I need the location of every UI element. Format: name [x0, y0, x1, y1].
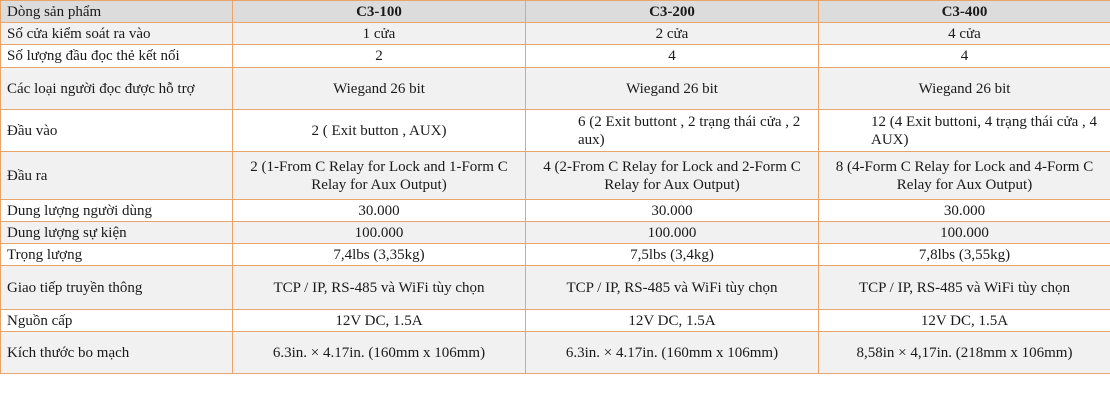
row-label: Dung lượng sự kiện [1, 222, 233, 244]
cell-c3-200: 6 (2 Exit buttont , 2 trạng thái cửa , 2 aux) [526, 110, 819, 152]
row-label: Dung lượng người dùng [1, 200, 233, 222]
header-row [1, 1, 1110, 23]
cell-c3-200: 12V DC, 1.5A [526, 310, 819, 332]
table-row [1, 244, 1110, 266]
cell-c3-400: 30.000 [819, 200, 1110, 222]
cell-c3-400: TCP / IP, RS-485 và WiFi tùy chọn [819, 266, 1110, 310]
cell-c3-100: TCP / IP, RS-485 và WiFi tùy chọn [233, 266, 526, 310]
cell-c3-200: TCP / IP, RS-485 và WiFi tùy chọn [526, 266, 819, 310]
table-row [1, 45, 1110, 68]
table-row [1, 310, 1110, 332]
cell-c3-100: 100.000 [233, 222, 526, 244]
row-label: Kích thước bo mạch [1, 332, 233, 374]
cell-c3-400: 7,8lbs (3,55kg) [819, 244, 1110, 266]
cell-c3-400: 4 cửa [819, 23, 1110, 45]
cell-c3-200: 7,5lbs (3,4kg) [526, 244, 819, 266]
table-row [1, 266, 1110, 310]
cell-c3-400: 8 (4-Form C Relay for Lock and 4-Form C Relay for Aux Output) [819, 152, 1110, 200]
header-c3-400: C3-400 [819, 1, 1110, 23]
cell-c3-200: 4 [526, 45, 819, 68]
cell-c3-100: 2 ( Exit button , AUX) [233, 110, 526, 152]
cell-c3-100: 12V DC, 1.5A [233, 310, 526, 332]
cell-c3-400: 4 [819, 45, 1110, 68]
cell-c3-200: 100.000 [526, 222, 819, 244]
table-row [1, 152, 1110, 200]
cell-c3-100: 7,4lbs (3,35kg) [233, 244, 526, 266]
cell-c3-100: 6.3in. × 4.17in. (160mm x 106mm) [233, 332, 526, 374]
cell-c3-100: Wiegand 26 bit [233, 68, 526, 110]
table-row [1, 110, 1110, 152]
row-label: Nguồn cấp [1, 310, 233, 332]
cell-c3-400: 12V DC, 1.5A [819, 310, 1110, 332]
cell-c3-400: 100.000 [819, 222, 1110, 244]
cell-c3-200: 2 cửa [526, 23, 819, 45]
header-product-line: Dòng sản phẩm [1, 1, 233, 23]
row-label: Số cửa kiểm soát ra vào [1, 23, 233, 45]
header-c3-100: C3-100 [233, 1, 526, 23]
cell-c3-400: Wiegand 26 bit [819, 68, 1110, 110]
cell-c3-400: 12 (4 Exit buttoni, 4 trạng thái cửa , 4 AUX) [819, 110, 1110, 152]
cell-c3-200: 4 (2-From C Relay for Lock and 2-Form C Relay for Aux Output) [526, 152, 819, 200]
cell-c3-100: 2 [233, 45, 526, 68]
row-label: Đầu ra [1, 152, 233, 200]
table-row [1, 332, 1110, 374]
cell-c3-100: 1 cửa [233, 23, 526, 45]
cell-c3-200: 30.000 [526, 200, 819, 222]
table-row [1, 23, 1110, 45]
row-label: Các loại người đọc được hỗ trợ [1, 68, 233, 110]
table-row [1, 222, 1110, 244]
cell-c3-100: 30.000 [233, 200, 526, 222]
row-label: Số lượng đầu đọc thẻ kết nối [1, 45, 233, 68]
cell-c3-200: 6.3in. × 4.17in. (160mm x 106mm) [526, 332, 819, 374]
row-label: Trọng lượng [1, 244, 233, 266]
cell-c3-200: Wiegand 26 bit [526, 68, 819, 110]
cell-c3-400: 8,58in × 4,17in. (218mm x 106mm) [819, 332, 1110, 374]
row-label: Giao tiếp truyền thông [1, 266, 233, 310]
table-row [1, 200, 1110, 222]
row-label: Đầu vào [1, 110, 233, 152]
header-c3-200: C3-200 [526, 1, 819, 23]
table-row [1, 68, 1110, 110]
cell-c3-100: 2 (1-From C Relay for Lock and 1-Form C Relay for Aux Output) [233, 152, 526, 200]
